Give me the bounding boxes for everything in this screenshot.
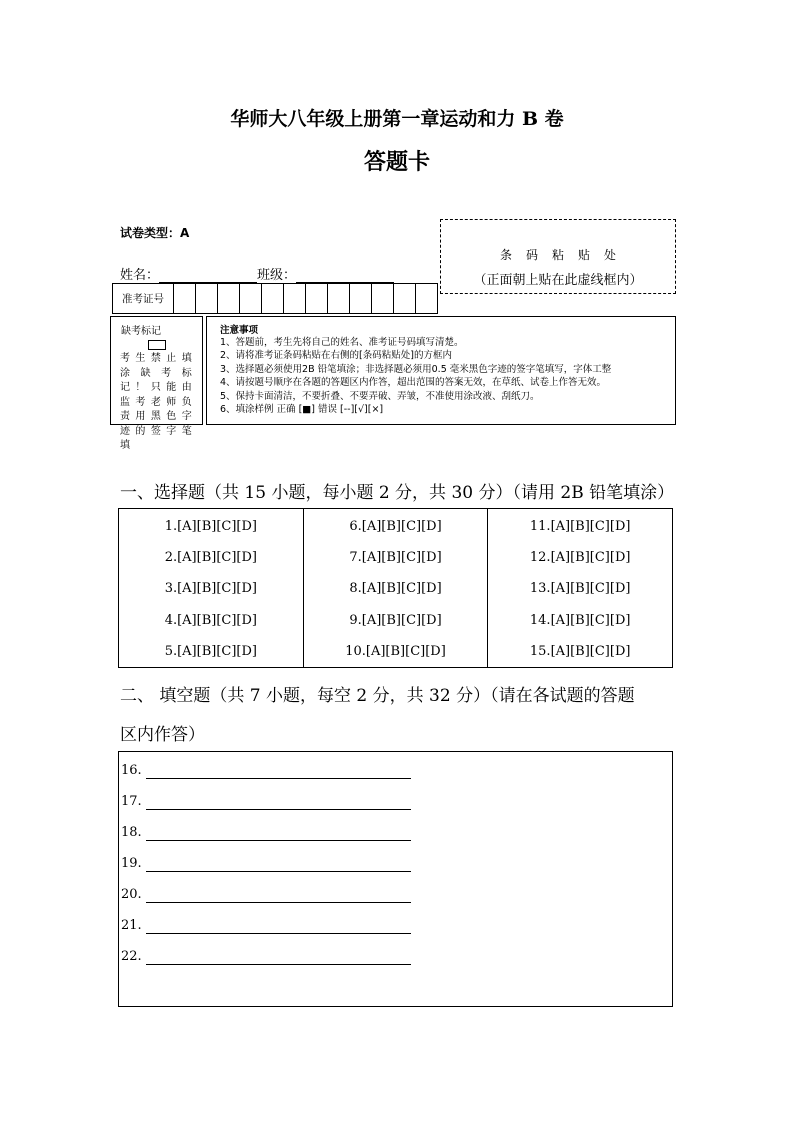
choice-item[interactable]: 14.[A][B][C][D]: [529, 612, 631, 628]
choice-item[interactable]: 4.[A][B][C][D]: [164, 612, 257, 628]
fill-answer-area: [118, 751, 673, 1007]
name-class-row: [120, 264, 394, 283]
choice-item[interactable]: 11.[A][B][C][D]: [529, 519, 631, 534]
choice-item[interactable]: 12.[A][B][C][D]: [529, 550, 631, 566]
exam-id-cell[interactable]: [416, 284, 438, 314]
exam-id-cell[interactable]: [218, 284, 240, 314]
exam-id-cell[interactable]: [350, 284, 372, 314]
exam-id-table: [112, 283, 438, 314]
question-number: 18.: [121, 825, 142, 840]
choice-item[interactable]: 7.[A][B][C][D]: [349, 550, 442, 566]
choice-column: [304, 509, 489, 667]
barcode-instruction: （正面朝上贴在此虚线框内）: [473, 273, 643, 288]
notes-title: 注意事项: [220, 325, 259, 336]
choice-item[interactable]: 2.[A][B][C][D]: [164, 550, 257, 566]
name-field[interactable]: [159, 269, 257, 283]
exam-id-cell[interactable]: [328, 284, 350, 314]
choice-item[interactable]: 3.[A][B][C][D]: [164, 581, 257, 597]
answer-line[interactable]: [146, 778, 411, 779]
question-number: 19.: [121, 856, 142, 871]
choice-item[interactable]: 6.[A][B][C][D]: [349, 519, 442, 534]
choice-item[interactable]: 1.[A][B][C][D]: [164, 519, 257, 534]
answer-line[interactable]: [146, 902, 411, 903]
section-fill-title: 二、 填空题（共 7 小题，每空 2 分，共 32 分）（请在各试题的答题: [120, 686, 635, 706]
question-number: 22.: [121, 949, 142, 964]
choice-item[interactable]: 5.[A][B][C][D]: [164, 643, 257, 659]
note-item: 4、请按题号顺序在各题的答题区内作答，超出范围的答案无效，在草纸、试卷上作答无效。: [220, 377, 607, 389]
answer-line[interactable]: [146, 840, 411, 841]
question-number: 21.: [121, 918, 142, 933]
class-label: 班级：: [257, 268, 297, 283]
exam-id-cell[interactable]: [196, 284, 218, 314]
note-item: 1、答题前，考生先将自己的姓名、准考证号码填写清楚。: [220, 337, 464, 348]
paper-type-label: 试卷类型：A: [120, 226, 190, 240]
absent-mark-title: 缺考标记: [121, 326, 161, 337]
exam-id-label: 准考证号: [113, 284, 174, 314]
choice-item[interactable]: 15.[A][B][C][D]: [529, 643, 631, 659]
answer-line[interactable]: [146, 809, 411, 810]
note-item: 3、选择题必须使用2B 铅笔填涂；非选择题必须用0.5 毫米黑色字迹的签字笔填写，字体工整: [220, 363, 612, 375]
class-field[interactable]: [296, 269, 394, 283]
absent-mark-box: [110, 316, 203, 451]
choice-column: [488, 509, 672, 667]
absent-checkbox[interactable]: [148, 340, 166, 350]
choice-item[interactable]: 13.[A][B][C][D]: [529, 581, 631, 597]
choice-answer-grid: [118, 508, 673, 668]
choice-column: [119, 509, 304, 667]
choice-item[interactable]: 9.[A][B][C][D]: [349, 612, 442, 628]
document-title: 华师大八年级上册第一章运动和力 B 卷: [230, 108, 564, 130]
barcode-area: [440, 219, 676, 294]
note-item: 6、填涂样例 正确 [■] 错误 [--][√][×]: [220, 404, 384, 416]
choice-item[interactable]: 8.[A][B][C][D]: [349, 581, 442, 597]
answer-line[interactable]: [146, 933, 411, 934]
answer-sheet-title: 答题卡: [363, 149, 430, 175]
name-label: 姓名：: [120, 268, 160, 283]
barcode-label: 条码粘贴处: [499, 248, 630, 262]
exam-id-cell[interactable]: [262, 284, 284, 314]
answer-line[interactable]: [146, 964, 411, 965]
question-number: 16.: [121, 763, 142, 778]
exam-id-cell[interactable]: [306, 284, 328, 314]
exam-id-cell[interactable]: [372, 284, 394, 314]
exam-id-cell[interactable]: [240, 284, 262, 314]
notes-box: [206, 316, 676, 425]
section-choice-title: 一、选择题（共 15 小题，每小题 2 分，共 30 分）（请用 2B 铅笔填涂）: [120, 483, 675, 503]
exam-id-cell[interactable]: [284, 284, 306, 314]
note-item: 5、保持卡面清洁，不要折叠、不要弄破、弄皱，不准使用涂改液、刮纸刀。: [220, 390, 540, 402]
note-item: 2、请将准考证条码粘贴在右侧的[条码粘贴处]的方框内: [220, 350, 452, 362]
question-number: 17.: [121, 794, 142, 809]
section-fill-title-continued: 区内作答）: [120, 725, 205, 745]
absent-mark-text: 考生禁止填涂缺考标记！只能由监考老师负责用黑色字迹的签字笔填: [120, 353, 196, 451]
choice-item[interactable]: 10.[A][B][C][D]: [345, 643, 446, 659]
exam-id-cell[interactable]: [394, 284, 416, 314]
exam-id-cell[interactable]: [174, 284, 196, 314]
question-number: 20.: [121, 887, 142, 902]
answer-line[interactable]: [146, 871, 411, 872]
